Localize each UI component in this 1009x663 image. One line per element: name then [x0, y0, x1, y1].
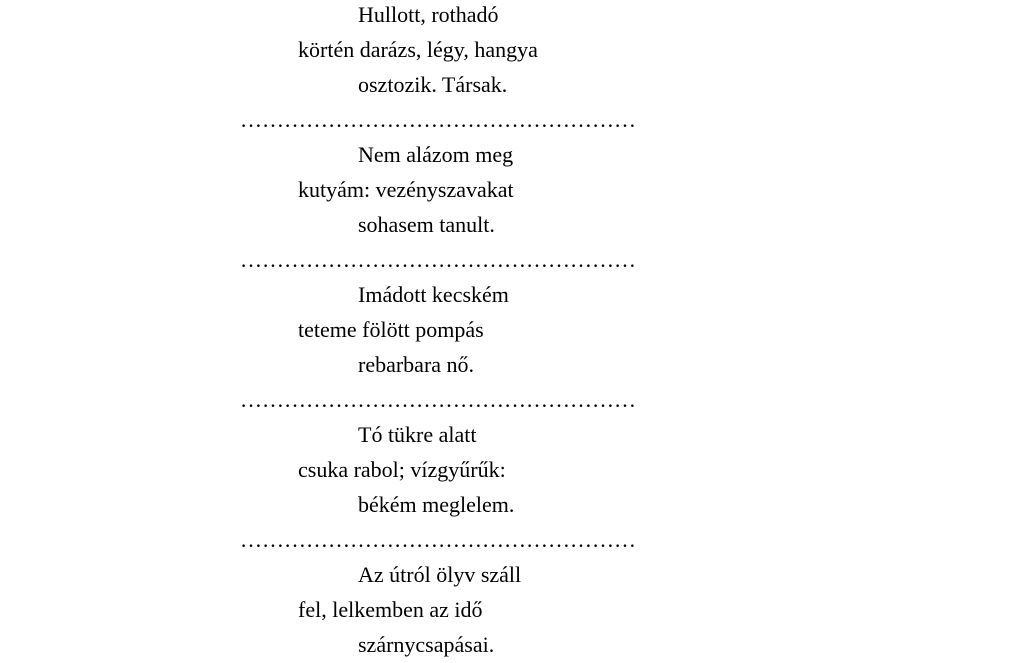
- stanza-2-line-3: sohasem tanult.: [358, 212, 495, 237]
- stanza-3-line-2: teteme fölött pompás: [298, 317, 484, 342]
- stanza-separator: ………………………………………………: [240, 527, 636, 552]
- stanza-4-line-3: békém meglelem.: [358, 492, 515, 517]
- stanza-1-line-2: körtén darázs, légy, hangya: [298, 37, 538, 62]
- stanza-2-line-1: Nem alázom meg: [358, 142, 514, 167]
- stanza-separator: ………………………………………………: [240, 107, 636, 132]
- stanza-4-line-1: Tó tükre alatt: [358, 422, 477, 447]
- stanza-4-line-2: csuka rabol; vízgyűrűk:: [298, 457, 506, 482]
- stanza-2-line-2: kutyám: vezényszavakat: [298, 177, 514, 202]
- stanza-3-line-3: rebarbara nő.: [358, 352, 475, 377]
- stanza-separator: ………………………………………………: [240, 387, 636, 412]
- stanza-separator: ………………………………………………: [240, 247, 636, 272]
- stanza-1-line-1: Hullott, rothadó: [358, 2, 499, 27]
- stanza-5-line-3: szárnycsapásai.: [358, 632, 495, 657]
- stanza-5-line-2: fel, lelkemben az idő: [298, 597, 483, 622]
- stanza-3-line-1: Imádott kecském: [358, 282, 509, 307]
- stanza-5-line-1: Az útról ölyv száll: [358, 562, 522, 587]
- stanza-1-line-3: osztozik. Társak.: [358, 72, 508, 97]
